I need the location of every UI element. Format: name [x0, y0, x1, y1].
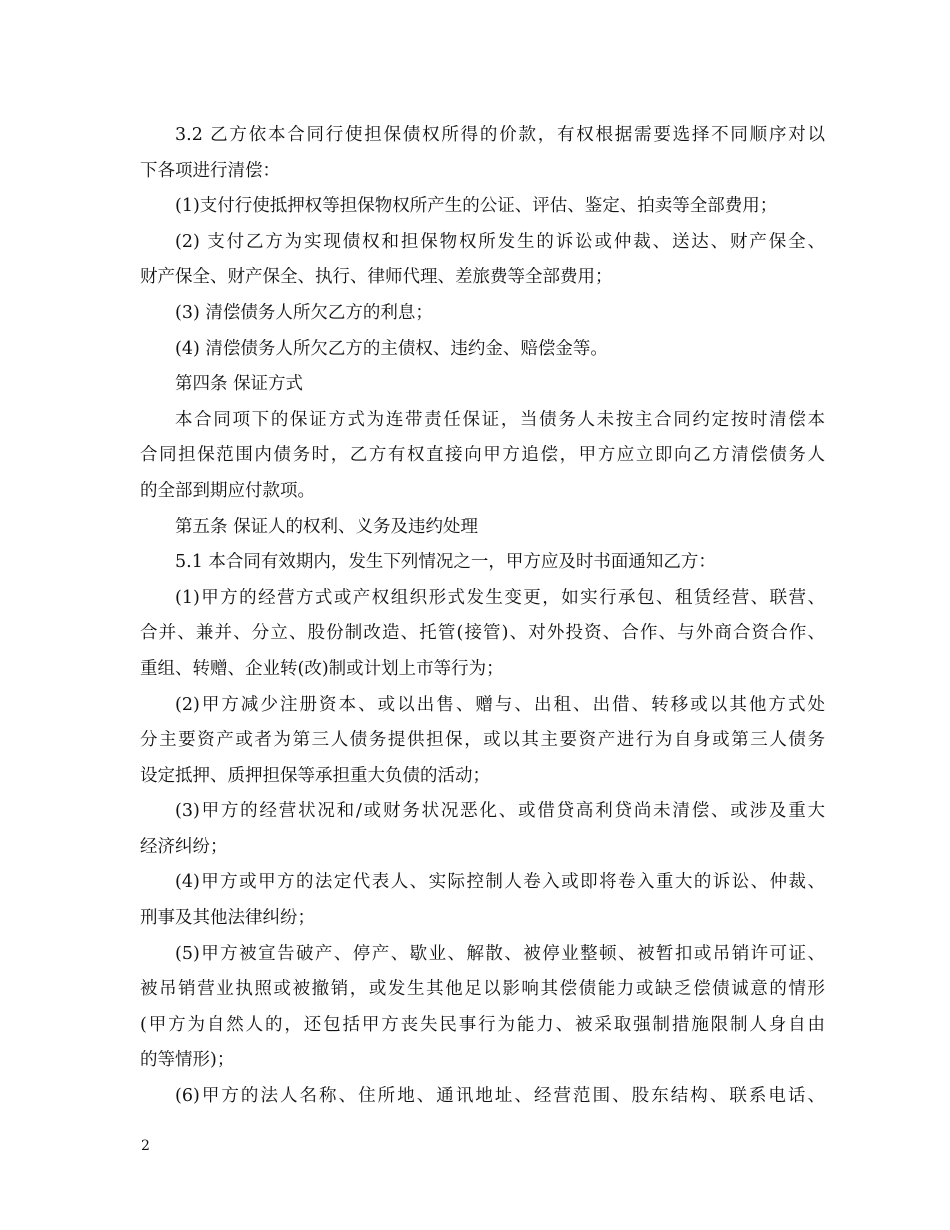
document-body — [140, 118, 825, 1115]
text-line: (甲方为自然人的，还包括甲方丧失民事行为能力、被采取强制措施限制人身自由 — [140, 1014, 825, 1035]
text-line: (3)甲方的经营状况和/或财务状况恶化、或借贷高利贷尚未清偿、或涉及重大 — [175, 801, 825, 822]
text-line: 财产保全、财产保全、执行、律师代理、差旅费等全部费用； — [140, 267, 613, 288]
text-line: 经济纠纷； — [140, 836, 228, 857]
text-line: (4) 清偿债务人所欠乙方的主债权、违约金、赔偿金等。 — [175, 338, 608, 359]
text-line: (1)甲方的经营方式或产权组织形式发生变更，如实行承包、租赁经营、联营、 — [175, 587, 825, 608]
text-line: 本合同项下的保证方式为连带责任保证，当债务人未按主合同约定按时清偿本 — [175, 409, 825, 430]
text-line: 5.1 本合同有效期内，发生下列情况之一，甲方应及时书面通知乙方： — [175, 552, 716, 573]
text-line: 合同担保范围内债务时，乙方有权直接向甲方追偿，甲方应立即向乙方清偿债务人 — [140, 445, 825, 466]
text-line: (6)甲方的法人名称、住所地、通讯地址、经营范围、股东结构、联系电话、 — [175, 1086, 825, 1107]
text-line: (2) 支付乙方为实现债权和担保物权所发生的诉讼或仲裁、送达、财产保全、 — [175, 231, 825, 252]
text-line: 第四条 保证方式 — [175, 374, 304, 395]
text-line: 设定抵押、质押担保等承担重大负债的活动； — [140, 765, 490, 786]
text-line: 的全部到期应付款项。 — [140, 480, 315, 501]
text-line: (5)甲方被宣告破产、停产、歇业、解散、被停业整顿、被暂扣或吊销许可证、 — [175, 943, 825, 964]
text-line: 分主要资产或者为第三人债务提供担保，或以其主要资产进行为自身或第三人债务 — [140, 730, 825, 751]
text-line: (2)甲方减少注册资本、或以出售、赠与、出租、出借、转移或以其他方式处 — [175, 694, 825, 715]
text-line: 被吊销营业执照或被撤销，或发生其他足以影响其偿债能力或缺乏偿债诚意的情形 — [140, 979, 825, 1000]
text-line: 下各项进行清偿： — [140, 160, 280, 181]
text-line: (3) 清偿债务人所欠乙方的利息； — [175, 302, 433, 323]
text-line: 第五条 保证人的权利、义务及违约处理 — [175, 516, 479, 537]
text-line: 刑事及其他法律纠纷； — [140, 908, 315, 929]
text-line: 3.2 乙方依本合同行使担保债权所得的价款，有权根据需要选择不同顺序对以 — [175, 125, 825, 145]
text-line: (1)支付行使抵押权等担保物权所产生的公证、评估、鉴定、拍卖等全部费用； — [175, 196, 778, 217]
text-line: 合并、兼并、分立、股份制改造、托管(接管)、对外投资、合作、与外商合资合作、 — [140, 623, 825, 644]
text-line: (4)甲方或甲方的法定代表人、实际控制人卷入或即将卷入重大的诉讼、仲裁、 — [175, 872, 825, 893]
text-line: 重组、转赠、企业转(改)制或计划上市等行为； — [140, 658, 504, 679]
page-number: 2 — [141, 1138, 150, 1154]
text-line: 的等情形)； — [140, 1050, 235, 1071]
